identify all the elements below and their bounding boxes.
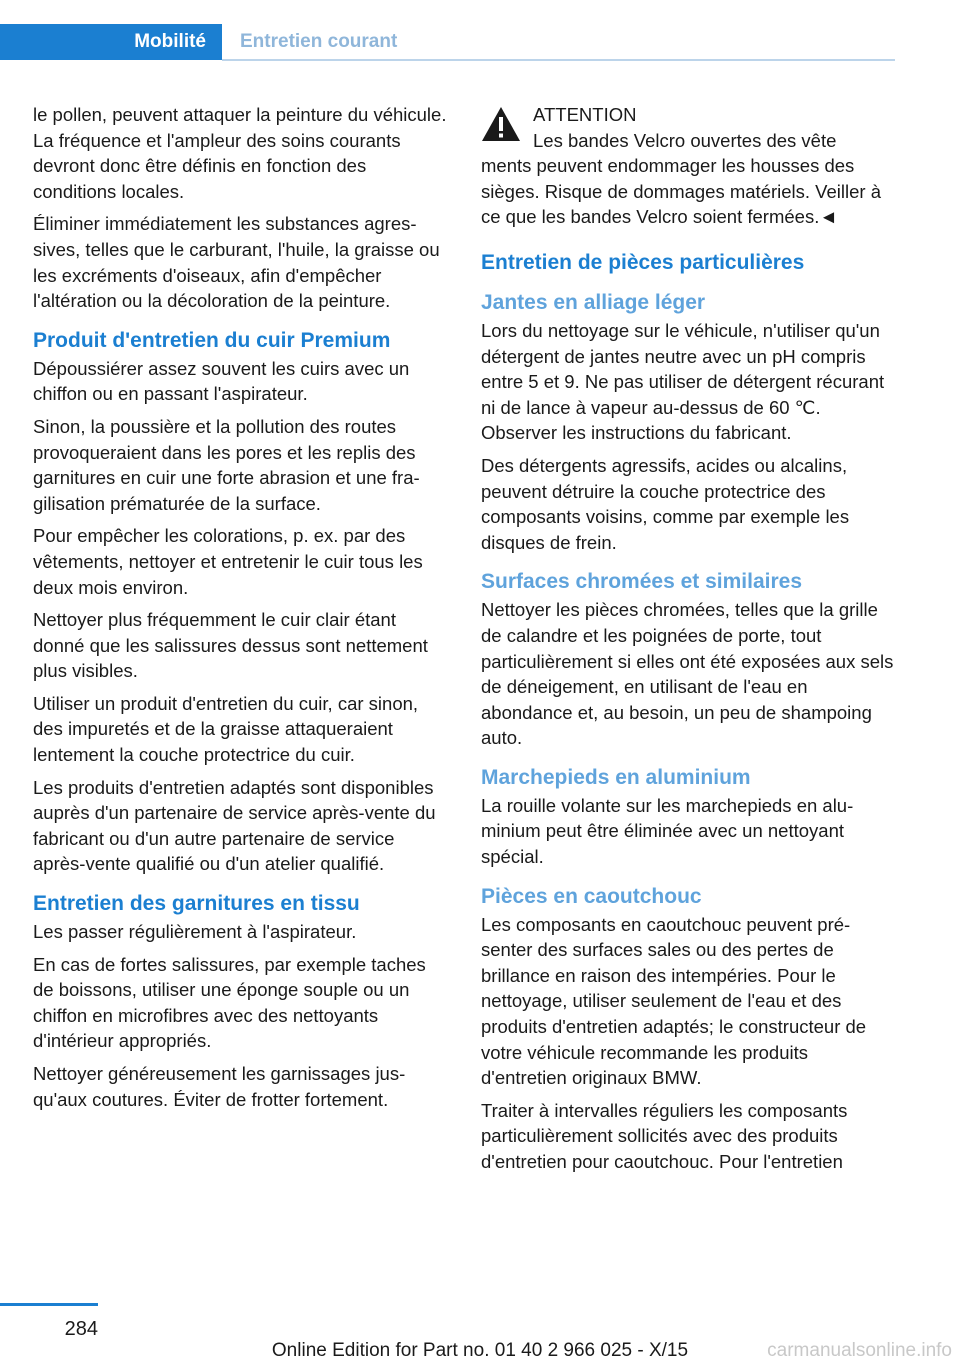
paragraph: Utiliser un produit d'entretien du cuir, car sinon, des impuretés et de la graisse attaqueraient lentement la couche protectrice du cuir. bbox=[33, 692, 419, 766]
paragraph: Sinon, la poussière et la pollution des routes provoqueraient dans les pores et les replis des garnitures en cuir une forte abrasion et une fragilisation prématurée de la surface. bbox=[33, 415, 420, 514]
warning-text: ments peuvent endommager les housses des sièges. Risque de dommages matériels. Veiller à ce que les bandes Velcro soient fermées.◄ bbox=[481, 155, 881, 228]
heading-fabric-care: Entretien des garnitures en tissu bbox=[33, 892, 360, 916]
warning-box bbox=[481, 102, 895, 230]
watermark: carmanualsonline.info bbox=[767, 1340, 952, 1361]
paragraph: Lors du nettoyage sur le véhicule, n'utiliser qu'un détergent de jantes neutre avec un pH compris entre 5 et 9. Ne pas utiliser de détergent récurant ni de lance à vapeur au-dessus de 60 ℃. Observer les instructions du fabricant. bbox=[481, 319, 885, 444]
tab-mobilite[interactable]: Mobilité bbox=[0, 24, 222, 60]
paragraph: Des détergents agressifs, acides ou alcalins, peuvent détruire la couche protectrice des composants voisins, comme par exemple les disques de frein. bbox=[481, 454, 850, 553]
warning-triangle-icon bbox=[481, 106, 521, 142]
tab-entretien-courant[interactable]: Entretien courant bbox=[222, 24, 895, 60]
paragraph: Les composants en caoutchouc peuvent présenter des surfaces sales ou des pertes de brillance en raison des intempéries. Pour le nettoyage, utiliser seulement de l'eau et des produits d'entretien adaptés; le constructeur de votre véhicule recommande les produits d'entretien originaux BMW. bbox=[481, 913, 867, 1089]
warning-text-first-line: Les bandes Velcro ouvertes des vête bbox=[533, 129, 837, 151]
left-column bbox=[33, 102, 448, 1119]
paragraph: Éliminer immédiatement les substances agressives, telles que le carburant, l'huile, la graisse ou les excréments d'oiseaux, afin d'empêcher l'altération ou la décoloration de la peinture. bbox=[33, 213, 440, 312]
heading-chrome-surfaces: Surfaces chromées et similaires bbox=[481, 570, 803, 594]
page-number: 284 bbox=[64, 1318, 98, 1340]
heading-rubber-parts: Pièces en caoutchouc bbox=[481, 884, 702, 908]
edition-line: Online Edition for Part no. 01 40 2 966 025 - X/15 bbox=[271, 1340, 689, 1361]
paragraph: Pour empêcher les colorations, p. ex. par des vêtements, nettoyer et entretenir le cuir tous les deux mois environ. bbox=[33, 525, 423, 598]
paragraph: Nettoyer généreusement les garnissages jusqu'aux coutures. Éviter de frotter fortement. bbox=[33, 1063, 406, 1110]
paragraph: Traiter à intervalles réguliers les composants particulièrement sollicités avec des produits d'entretien pour caoutchouc. Pour l'entretien bbox=[481, 1099, 848, 1172]
header-tabs bbox=[0, 24, 895, 62]
heading-leather-care: Produit d'entretien du cuir Premium bbox=[33, 328, 391, 352]
paragraph: Nettoyer plus fréquemment le cuir clair étant donné que les salissures dessus sont nettement plus visibles. bbox=[33, 609, 428, 682]
paragraph: La rouille volante sur les marchepieds en aluminium peut être éliminée avec un nettoyant spécial. bbox=[481, 794, 854, 868]
paragraph: Les passer régulièrement à l'aspirateur. bbox=[33, 921, 357, 943]
footer-rule bbox=[0, 1303, 98, 1306]
paragraph: En cas de fortes salissures, par exemple taches de boissons, utiliser une éponge souple ou un chiffon en microfibres avec des nettoyants d'intérieur appropriés. bbox=[33, 953, 426, 1052]
heading-alloy-rims: Jantes en alliage léger bbox=[481, 290, 706, 314]
paragraph: le pollen, peuvent attaquer la peinture du véhicule. La fréquence et l'ampleur des soins courants devront donc être définis en fonction des conditions locales. bbox=[33, 104, 447, 202]
right-column bbox=[481, 102, 895, 1182]
heading-aluminium-steps: Marchepieds en aluminium bbox=[481, 765, 751, 789]
heading-special-parts: Entretien de pièces particulières bbox=[481, 250, 805, 274]
warning-title: ATTENTION bbox=[533, 104, 637, 125]
paragraph: Dépoussiérer assez souvent les cuirs avec un chiffon ou en passant l'aspirateur. bbox=[33, 357, 410, 405]
tab-underline bbox=[222, 59, 895, 61]
paragraph: Nettoyer les pièces chromées, telles que la grille de calandre et les poignées de porte, tout particulièrement si elles ont été exposées aux sels de déneigement, en utilisant de l'eau en abondance et, au besoin, un peu de shampoing auto. bbox=[481, 599, 894, 749]
paragraph: Les produits d'entretien adaptés sont disponibles auprès d'un partenaire de service après-vente du fabricant ou d'un autre partenaire de service après-vente qualifié ou d'un atelier qualifié. bbox=[33, 776, 436, 875]
